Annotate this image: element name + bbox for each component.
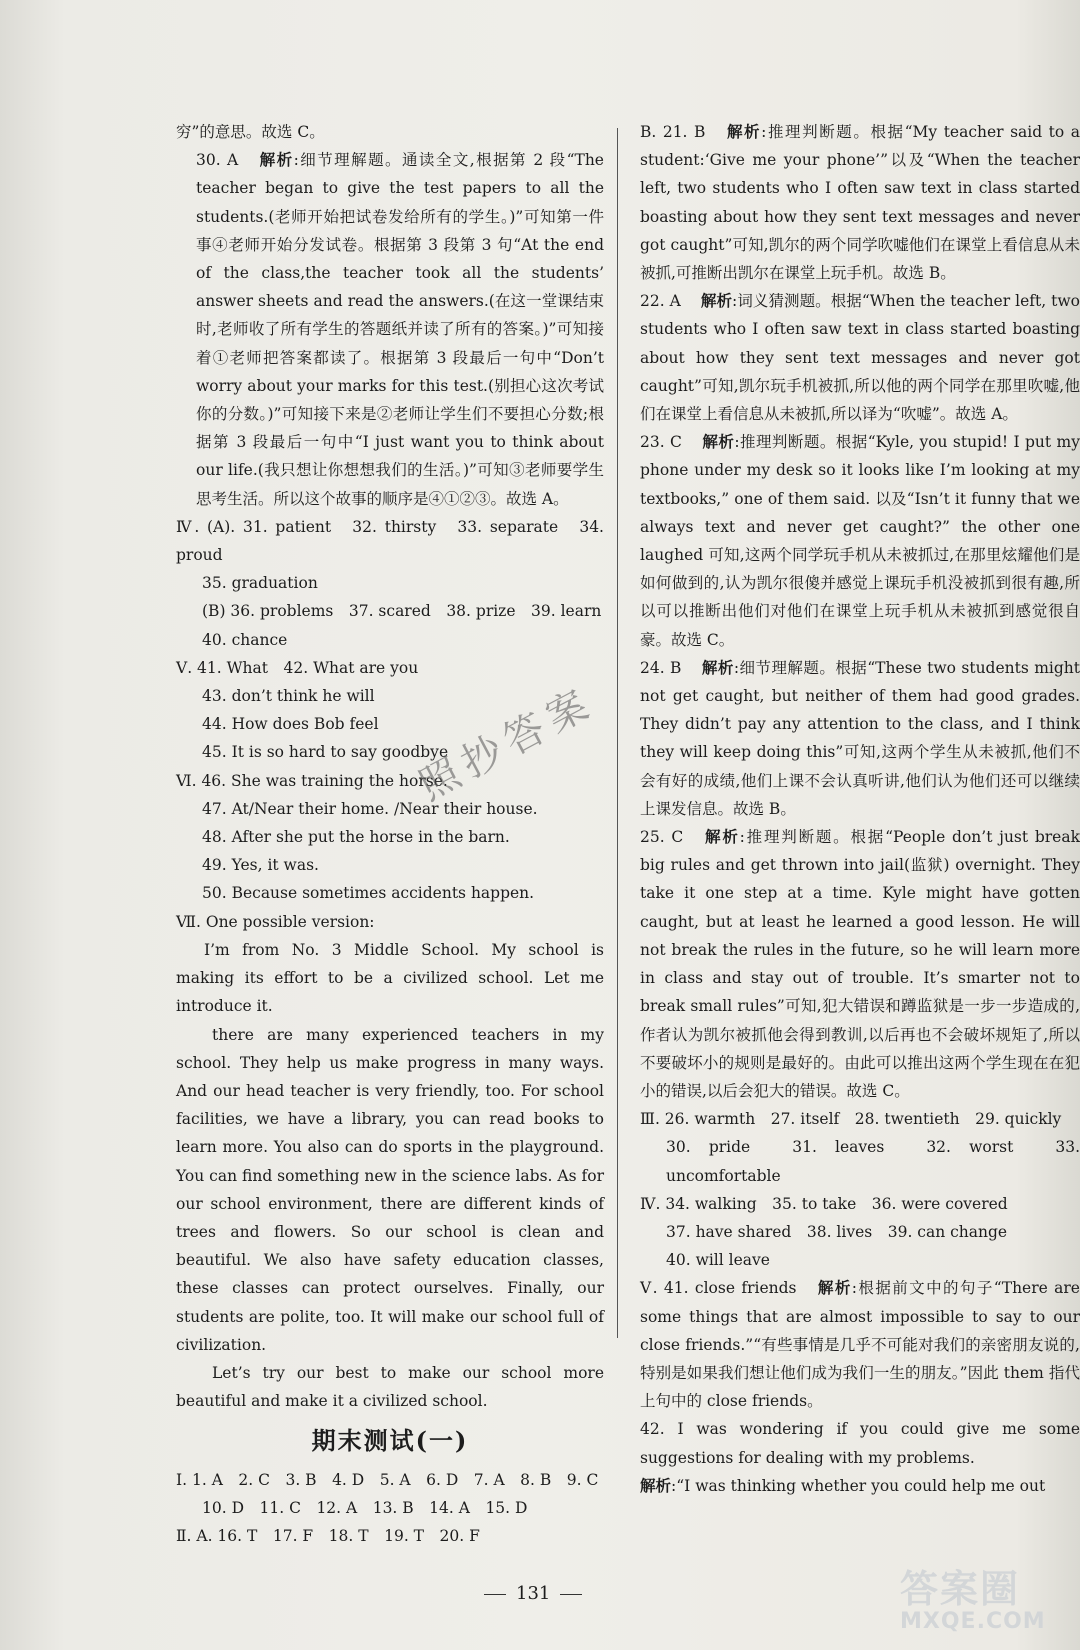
answer-21 xyxy=(640,118,1080,287)
analysis-text: :推理判断题。根据“People don’t just break big rules and get thrown into jail(监狱) overnight. They take it one step at a time. Kyle might have gotten caught, but at least he learned a good lesson. He will not break the rules in the future, so he will learn more in class and stay out of trouble. It’s smarter not to break small rules”可知,犯大错误和蹲监狱是一步一步造成的,作者认为凯尔被抓他会得到教训,以后再也不会破坏规矩了,所以不要破坏小的规则是最好的。由此可以推出这两个学生现在在犯小的错误,以后会犯大的错误。故选 C。 xyxy=(640,828,1080,1100)
analysis-text: :根据前文中的句子“There are some things that are almost impossible to say to our close friends.”“有些事情是几乎不可能对我们的亲密朋友说的,特别是如果我们想让他们成为我们一生的朋友。”因此 them 指代上句中的 close friends。 xyxy=(640,1279,1080,1411)
answer-line: 40. will leave xyxy=(666,1251,770,1270)
analysis-label: 解析 xyxy=(725,122,762,141)
analysis-label: 解析 xyxy=(816,1278,852,1298)
answer-line: 10. D 11. C 12. A 13. B 14. A 15. D xyxy=(202,1498,528,1517)
watermark-url: MXQE.COM xyxy=(900,1609,1046,1634)
analysis-label: 解析 xyxy=(700,291,733,311)
watermark-logo xyxy=(900,1558,1068,1638)
watermark-text: 答案圈 xyxy=(900,1567,1021,1611)
page-dash xyxy=(560,1594,582,1595)
answer-line: (B) 36. problems 37. scared 38. prize 39. learn xyxy=(202,602,602,621)
page-number xyxy=(474,1583,592,1604)
analysis-text: :细节理解题。通读全文,根据第 2 段“The teacher began to give the test papers to all the students.(老师开始把试卷发给所有的学生。)”可知第一件事④老师开始分发试卷。根据第 3 段第 3 句“At the end of the class,the teacher took all the students’ answer sheets and read the answers.(在这一堂课结束时,老师收了所有学生的答题纸并读了所有的答案。)”可知接着①老师把答案都读了。根据第 3 段最后一句中“Don’t worry about your marks for this test.(别担心这次考试你的分数。)”可知接下来是②老师让学生们不要担心分数;根据第 3 段最后一句中“I just want you to think about our life.(我只想让你想想我们的生活。)”可知③老师要学生思考生活。所以这个故事的顺序是④①②③。故选 A。 xyxy=(196,151,604,508)
analysis-label: 解析 xyxy=(640,1475,672,1495)
answer-25 xyxy=(640,823,1080,1105)
answer-number: Ⅴ. 41. close friends xyxy=(640,1279,797,1298)
section-i xyxy=(176,1466,604,1522)
answer-41 xyxy=(640,1274,1080,1415)
section-iv-right xyxy=(640,1190,1080,1275)
analysis-label: 解析 xyxy=(701,657,734,677)
analysis-label: 解析 xyxy=(258,150,294,170)
answer-number: 22. A xyxy=(640,292,681,311)
analysis-text: :推理判断题。根据“Kyle, you stupid! I put my phone under my desk so it looks like I’m looking at my textbooks,” one of them said. 以及“Isn’t it funny that we always text and never get caught?” the other one laughed 可知,这两个同学玩手机从未被抓过,在那里炫耀他们是如何做到的,认为凯尔很傻并感觉上课玩手机没被抓到很有趣,所以可以推断出他们对他们在课堂上玩手机从未被抓到感觉很自豪。故选 C。 xyxy=(640,433,1080,649)
section-iv xyxy=(176,513,604,654)
answer-line: 35. graduation xyxy=(202,574,318,593)
answer-line: 44. How does Bob feel xyxy=(202,715,379,734)
answer-number: B. 21. B xyxy=(640,123,706,141)
answer-number: 23. C xyxy=(640,433,682,452)
right-column xyxy=(640,118,1080,1500)
answer-line: Ⅱ. A. 16. T 17. F 18. T 19. T 20. F xyxy=(176,1526,480,1545)
answer-line: 43. don’t think he will xyxy=(202,687,375,706)
section-vii-heading: Ⅶ. One possible version: xyxy=(176,912,375,931)
answer-number: 25. C xyxy=(640,828,684,847)
answer-line: Ⅳ. (A). 31. patient 32. thirsty 33. separate 34. proud xyxy=(176,517,604,565)
answer-line: 50. Because sometimes accidents happen. xyxy=(202,884,535,903)
essay-paragraph: Let’s try our best to make our school more beautiful and make it a civilized school. xyxy=(176,1363,604,1411)
page-number-value: 131 xyxy=(516,1583,551,1604)
answer-23 xyxy=(640,428,1080,654)
answer-line: 30. pride 31. leaves 32. worst 33. uncomfortable xyxy=(666,1138,1080,1185)
analysis-text: :细节理解题。根据“These two students might not get caught, but neither of them had good grades. They didn’t pay any attention to the class, and I think they will keep doing this”可知,这两个学生从未被抓,他们不会有好的成绩,他们上课不会认真听讲,他们认为他们还可以继续上课发信息。故选 B。 xyxy=(640,658,1080,818)
answer-line: Ⅵ. 46. She was training the horse. xyxy=(176,771,448,790)
section-iii xyxy=(640,1105,1080,1190)
answer-24 xyxy=(640,654,1080,823)
analysis-label: 解析 xyxy=(701,432,735,452)
answer-number: 30. A xyxy=(196,151,239,170)
answer-30 xyxy=(176,146,604,513)
essay-paragraph: there are many experienced teachers in my school. They help us make progress in many ways. And our head teacher is very friendly, too. For school facilities, we have a library, you can read books to learn more. You also can do sports in the playground. You can find something new in the science labs. As for our school environment, there are different kinds of trees and flowers. So our school is clean and beautiful. We also have safety education classes, these classes can protect ourselves. Finally, our students are polite, too. It will make our school full of civilization. xyxy=(176,1025,604,1354)
answer-22 xyxy=(640,287,1080,428)
page-dash xyxy=(484,1594,506,1595)
answer-line: 49. Yes, it was. xyxy=(202,856,319,875)
continued-text: 穷”的意思。故选 C。 xyxy=(176,123,325,141)
analysis-label: 解析 xyxy=(703,827,740,847)
analysis-text: :词义猜测题。根据“When the teacher left, two students who I often saw text in class started boasting about how they sent text messages and never got caught”可知,凯尔玩手机被抓,所以他的两个同学在那里吹嘘,他们在课堂上看信息从未被抓,所以译为“吹嘘”。故选 A。 xyxy=(640,292,1080,424)
analysis-text: :“I was thinking whether you could help me out xyxy=(671,1476,1046,1495)
answer-line: Ⅴ. 41. What 42. What are you xyxy=(176,658,419,677)
answer-42-analysis xyxy=(640,1472,1080,1500)
answer-line: 45. It is so hard to say goodbye xyxy=(202,743,449,762)
answer-line: 48. After she put the horse in the barn. xyxy=(202,828,510,847)
section-title: 期末测试(一) xyxy=(311,1426,469,1456)
handwritten-note: 照抄答案 xyxy=(411,678,603,810)
answer-line: Ⅰ. 1. A 2. C 3. B 4. D 5. A 6. D 7. A 8. B 9. C xyxy=(176,1470,599,1489)
answer-line: 40. chance xyxy=(202,630,288,649)
answer-line: 37. have shared 38. lives 39. can change xyxy=(666,1222,1008,1241)
answer-line: Ⅲ. 26. warmth 27. itself 28. twentieth 29. quickly xyxy=(640,1110,1062,1129)
analysis-text: :推理判断题。根据“My teacher said to a student:‘Give me your phone’”以及“When the teacher left, two students who I often saw text in class started boasting about how they sent text messages and never got caught”可知,凯尔的两个同学吹嘘他们在课堂上看信息从未被抓,可推断出凯尔在课堂上玩手机。故选 B。 xyxy=(640,123,1080,283)
answer-line: Ⅳ. 34. walking 35. to take 36. were covered xyxy=(640,1194,1008,1213)
answer-42: 42. I was wondering if you could give me some suggestions for dealing with my problems. xyxy=(640,1420,1080,1467)
answer-number: 24. B xyxy=(640,658,682,677)
essay-paragraph: I’m from No. 3 Middle School. My school is making its effort to be a civilized school. Let me introduce it. xyxy=(176,940,604,1016)
answer-line: 47. At/Near their home. /Near their house. xyxy=(202,799,538,818)
